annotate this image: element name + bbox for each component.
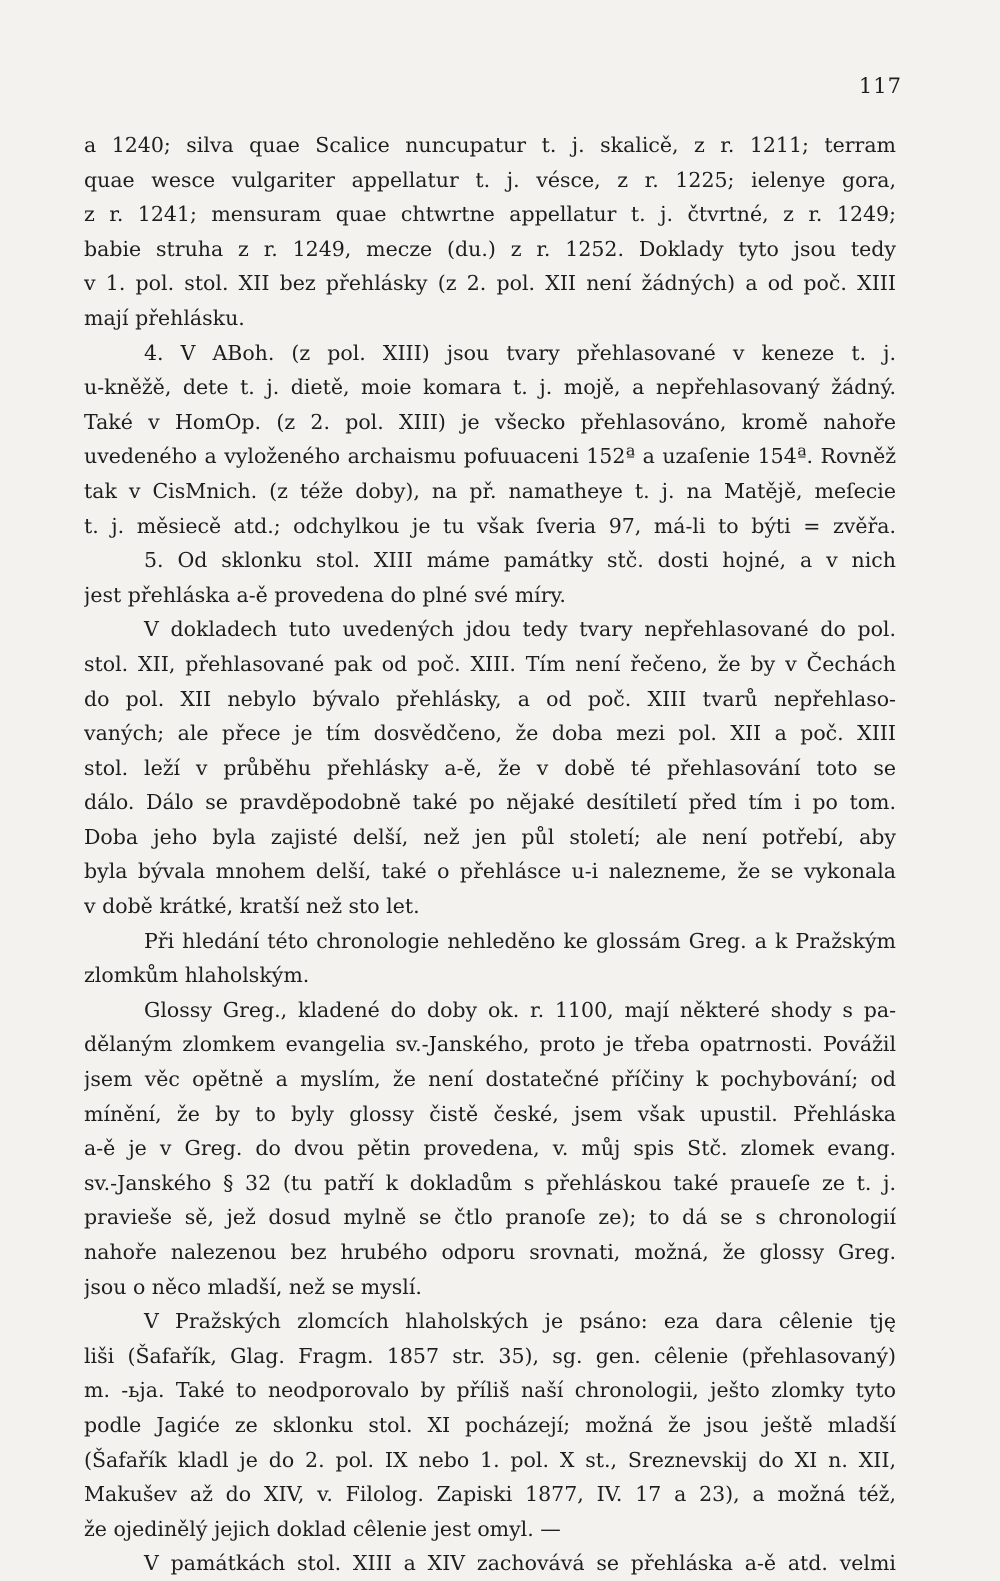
text-line: (Šafařík kladl je do 2. pol. IX nebo 1. pol. X st., Sreznevskij do XI n. XII, [84, 1447, 896, 1472]
text-line: a-ě je v Greg. do dvou pětin provedena, v. můj spis Stč. zlomek evang. [84, 1136, 896, 1161]
paragraph [84, 336, 896, 544]
text-line: V dokladech tuto uvedených jdou tedy tvary nepřehlasované do pol. [144, 617, 896, 642]
text-line: babie struha z r. 1249, mecze (du.) z r. 1252. Doklady tyto jsou tedy [84, 236, 896, 261]
paragraph [84, 543, 896, 612]
text-line: v 1. pol. stol. XII bez přehlásky (z 2. pol. XII není žádných) a od poč. XIII [84, 271, 896, 296]
text-line: Doba jeho byla zajisté delší, než jen půl století; ale není potřebí, aby [84, 824, 896, 849]
paragraph [84, 993, 896, 1304]
paragraph [84, 924, 896, 993]
text-line: Při hledání této chronologie nehleděno ke glossám Greg. a k Pražským [144, 928, 896, 953]
text-line: podle Jagiće ze sklonku stol. XI pocházejí; možná že jsou ještě mladší [84, 1412, 896, 1437]
text-line: t. j. měsiecě atd.; odchylkou je tu však ſveria 97, má-li to býti = zvěřa. [84, 513, 896, 538]
text-line: quae wesce vulgariter appellatur t. j. vésce, z r. 1225; ielenye gora, [84, 167, 896, 192]
text-line: do pol. XII nebylo bývalo přehlásky, a od poč. XIII tvarů nepřehlaso- [84, 686, 896, 711]
text-line: u-kněžě, dete t. j. dietě, moie komara t. j. mojě, a nepřehlasovaný žádný. [84, 375, 896, 400]
body-text [84, 128, 896, 1581]
text-line: nahoře nalezenou bez hrubého odporu srovnati, možná, že glossy Greg. [84, 1240, 896, 1264]
text-line: že ojedinělý jejich doklad cêlenie jest omyl. — [84, 1516, 561, 1541]
paragraph [84, 1546, 896, 1581]
text-line: z r. 1241; mensuram quae chtwrtne appellatur t. j. čtvrtné, z r. 1249; [84, 202, 896, 227]
text-line: stol. XII, přehlasované pak od poč. XIII. Tím není řečeno, že by v Čechách [84, 651, 896, 676]
text-line: Glossy Greg., kladené do doby ok. r. 1100, mají některé shody s pa- [144, 997, 896, 1022]
text-line: V Pražských zlomcích hlaholských je psáno: eza dara cêlenie tję [144, 1309, 896, 1334]
text-line: stol. leží v průběhu přehlásky a-ě, že v době té přehlasování toto se [84, 755, 896, 780]
text-line: liši (Šafařík, Glag. Fragm. 1857 str. 35), sg. gen. cêlenie (přehlasovaný) [84, 1343, 896, 1368]
text-line: jest přehláska a-ě provedena do plné své míry. [84, 582, 566, 607]
page-number: 117 [858, 74, 902, 98]
text-line: pravieše sě, jež dosud mylně se čtlo pranoſe ze); to dá se s chronologií [84, 1205, 896, 1230]
paragraph [84, 1304, 896, 1546]
text-line: a 1240; silva quae Scalice nuncupatur t. j. skalicě, z r. 1211; terram [84, 133, 896, 157]
text-line: Také v HomOp. (z 2. pol. XIII) je všecko přehlasováno, kromě nahoře [84, 409, 896, 434]
text-line: mají přehlásku. [84, 305, 245, 330]
text-line: tak v CisMnich. (z téže doby), na př. namatheye t. j. na Matějě, meſecie [84, 478, 896, 503]
text-line: Makušev až do XIV, v. Filolog. Zapiski 1877, IV. 17 a 23), a možná též, [84, 1482, 896, 1507]
text-line: jsou o něco mladší, než se myslí. [84, 1274, 422, 1299]
text-line: 4. V ABoh. (z pol. XIII) jsou tvary přehlasované v keneze t. j. [144, 340, 896, 365]
text-line: m. -ьja. Také to neodporovalo by příliš naší chronologii, ješto zlomky tyto [84, 1378, 896, 1403]
text-line: uvedeného a vyloženého archaismu pofuuaceni 152ª a uzaſenie 154ª. Rovněž [84, 444, 896, 469]
text-line: byla bývala mnohem delší, také o přehlásce u-i nalezneme, že se vykonala [84, 859, 896, 884]
text-line: dálo. Dálo se pravděpodobně také po nějaké desítiletí před tím i po tom. [84, 790, 896, 815]
text-line: zlomkům hlaholským. [84, 963, 310, 988]
text-line: v době krátké, kratší než sto let. [84, 894, 420, 919]
text-line: vaných; ale přece je tím dosvědčeno, že doba mezi pol. XII a poč. XIII [84, 721, 896, 746]
text-line: 5. Od sklonku stol. XIII máme památky stč. dosti hojné, a v nich [144, 548, 896, 573]
text-line: mínění, že by to byly glossy čistě české, jsem však upustil. Přehláska [84, 1101, 896, 1126]
text-line: V památkách stol. XIII a XIV zachovává se přehláska a-ě atd. velmi [144, 1551, 896, 1576]
paragraph [84, 612, 896, 923]
text-line: sv.-Janského § 32 (tu patří k dokladům s přehláskou také praueſe ze t. j. [84, 1170, 896, 1195]
text-line: jsem věc opětně a myslím, že není dostatečné příčiny k pochybování; od [84, 1067, 896, 1092]
paragraph [84, 128, 896, 336]
text-line: dělaným zlomkem evangelia sv.-Janského, proto je třeba opatrnosti. Povážil [84, 1032, 896, 1057]
